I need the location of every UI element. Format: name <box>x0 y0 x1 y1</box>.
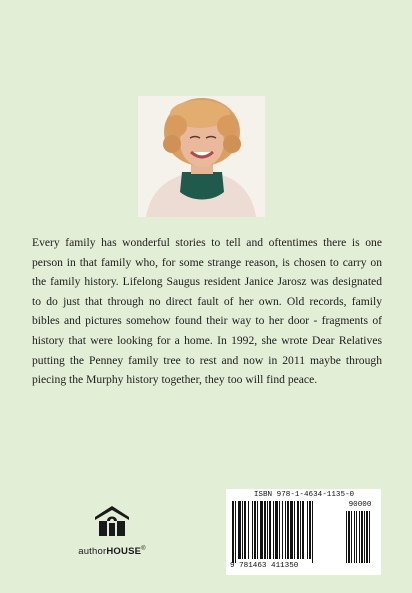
barcode-bar <box>248 501 249 559</box>
barcode-addon-bar <box>354 511 355 563</box>
barcode-bar <box>242 501 243 559</box>
barcode-bar <box>257 501 258 559</box>
publisher-name: authorHOUSE® <box>78 546 146 558</box>
barcode-bar <box>297 501 299 559</box>
blurb-text: Every family has wonderful stories to tell and oftentimes there is one person in that family who, for some strange reason, is chosen to carry on the family history. Lifelong Saugus resident Janice Jarosz was designated to do just that through no direct fault of her own. Old records, family bibles and pictures somehow found their way to her door - fragments of history that were looking for a home. In 1992, she wrote Dear Relatives putting the Penney family tree to rest and now in 2011 maybe through piecing the Murphy history together, they too will find peace. <box>32 236 382 387</box>
barcode-bar <box>269 501 271 559</box>
barcode-addon-bar <box>351 511 352 563</box>
barcode-bar <box>285 501 286 559</box>
author-photo <box>138 96 265 217</box>
barcode-bar <box>273 501 274 559</box>
barcode-bar <box>312 501 313 563</box>
barcode-bar <box>232 501 234 563</box>
barcode-bar <box>290 501 293 559</box>
barcode-addon-bar <box>369 511 370 563</box>
barcode-addon-bar <box>364 511 365 563</box>
barcode-bar <box>275 501 278 559</box>
barcode-bar <box>309 501 311 559</box>
barcode-addon-bar <box>366 511 368 563</box>
barcode-bars <box>230 501 378 563</box>
barcode-addon-bar <box>348 511 350 563</box>
barcode-addon-digits: 90000 <box>348 501 372 509</box>
back-cover-blurb <box>32 233 382 390</box>
authorhouse-logo-icon <box>91 503 133 539</box>
barcode-bar <box>238 501 241 559</box>
barcode-addon-bar <box>361 511 363 563</box>
barcode-bar <box>244 501 246 559</box>
barcode-bar <box>267 501 268 559</box>
barcode-bar <box>307 501 308 559</box>
barcode-bar <box>287 501 289 559</box>
barcode-addon-bar <box>359 511 360 563</box>
isbn-barcode <box>226 489 381 575</box>
barcode-bar <box>300 501 301 559</box>
barcode-addon-bar <box>356 511 357 563</box>
barcode-digits: 9 781463 411350 <box>230 562 299 570</box>
barcode-addon-bar <box>346 511 347 563</box>
isbn-label: ISBN 978-1-4634-1135-0 <box>253 491 355 499</box>
barcode-bar <box>264 501 266 559</box>
barcode-bar <box>282 501 283 559</box>
barcode-bar <box>279 501 280 559</box>
barcode-bar <box>294 501 295 559</box>
barcode-bar <box>302 501 304 559</box>
barcode-bar <box>235 501 236 563</box>
barcode-bar <box>254 501 256 559</box>
barcode-bar <box>252 501 253 559</box>
publisher-logo <box>62 503 162 557</box>
barcode-bar <box>260 501 263 559</box>
